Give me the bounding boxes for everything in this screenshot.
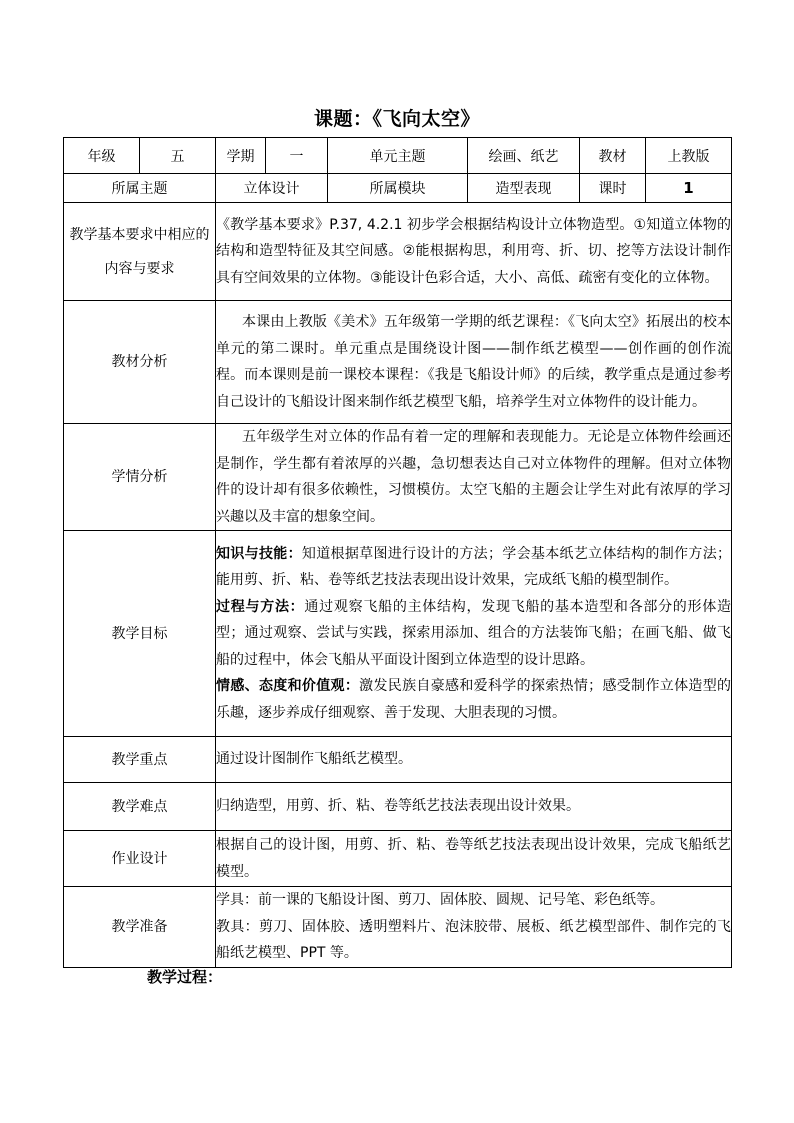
objective-process	[216, 594, 731, 674]
key-points-label: 教学重点	[64, 737, 216, 783]
theme-value: 立体设计	[216, 174, 328, 203]
preparation-student-tools: 学具：前一课的飞船设计图、剪刀、固体胶、圆规、记号笔、彩色纸等。	[216, 892, 664, 908]
key-points-text: 通过设计图制作飞船纸艺模型。	[216, 737, 732, 783]
table-row	[64, 737, 732, 783]
textbook-value: 上教版	[646, 138, 732, 174]
page-title: 课题：《飞向太空》	[313, 108, 480, 130]
hours-value: 1	[646, 174, 732, 203]
student-analysis-text: 五年级学生对立体的作品有着一定的理解和表现能力。无论是立体物件绘画还是制作，学生都有着浓厚的兴趣，急切想表达自己对立体物件的理解。但对立体物件的设计却有很多依赖性，习惯模仿。太空飞船的主题会让学生对此有浓厚的学习兴趣以及丰富的想象空间。	[216, 424, 732, 531]
lesson-plan-table	[63, 137, 732, 968]
objective-process-text: 通过观察飞船的主体结构，发现飞船的基本造型和各部分的形体造型；通过观察、尝试与实践，探索用添加、组合的方法装饰飞船；在画飞船、做飞船的过程中，体会飞船从平面设计图到立体造型的设计思路。	[216, 598, 732, 668]
textbook-analysis-label: 教材分析	[64, 301, 216, 424]
term-value: 一	[266, 138, 328, 174]
objective-emotion-text: 激发民族自豪感和爱科学的探索热情；感受制作立体造型的乐趣，逐步养成仔细观察、善于发现、大胆表现的习惯。	[216, 678, 732, 721]
objective-emotion	[216, 673, 731, 726]
student-analysis-label: 学情分析	[64, 424, 216, 531]
objective-process-title: 过程与方法：	[216, 598, 305, 615]
table-row	[64, 531, 732, 737]
grade-label: 年级	[64, 138, 140, 174]
preparation-content	[216, 887, 732, 968]
requirements-label: 教学基本要求中相应的内容与要求	[64, 203, 216, 301]
table-row	[64, 783, 732, 831]
table-row	[64, 424, 732, 531]
module-value: 造型表现	[468, 174, 580, 203]
objectives-label: 教学目标	[64, 531, 216, 737]
objective-knowledge-title: 知识与技能：	[216, 545, 302, 562]
table-row	[64, 174, 732, 203]
objective-knowledge	[216, 541, 731, 594]
difficulties-label: 教学难点	[64, 783, 216, 831]
textbook-analysis-text: 本课由上教版《美术》五年级第一学期的纸艺课程：《飞向太空》拓展出的校本单元的第二课时。单元重点是围绕设计图——制作纸艺模型——创作画的创作流程。而本课则是前一课校本课程：《我是飞船设计师》的后续，教学重点是通过参考自己设计的飞船设计图来制作纸艺模型飞船，培养学生对立体物件的设计能力。	[216, 301, 732, 424]
unit-value: 绘画、纸艺	[468, 138, 580, 174]
table-row	[64, 887, 732, 968]
homework-label: 作业设计	[64, 831, 216, 887]
process-heading: 教学过程：	[147, 968, 223, 986]
preparation-label: 教学准备	[64, 887, 216, 968]
textbook-label: 教材	[580, 138, 646, 174]
preparation-teacher-tools: 教具：剪刀、固体胶、透明塑料片、泡沫胶带、展板、纸艺模型部件、制作完的飞船纸艺模型、PPT 等。	[216, 918, 731, 961]
difficulties-text: 归纳造型，用剪、折、粘、卷等纸艺技法表现出设计效果。	[216, 783, 732, 831]
unit-label: 单元主题	[328, 138, 468, 174]
objective-emotion-title: 情感、态度和价值观：	[216, 678, 360, 695]
term-label: 学期	[216, 138, 266, 174]
module-label: 所属模块	[328, 174, 468, 203]
grade-value: 五	[140, 138, 216, 174]
objectives-content	[216, 531, 732, 737]
requirements-text: 《教学基本要求》P.37, 4.2.1 初步学会根据结构设计立体物造型。①知道立体物的结构和造型特征及其空间感。②能根据构思，利用弯、折、切、挖等方法设计制作具有空间效果的立体物。③能设计色彩合适，大小、高低、疏密有变化的立体物。	[216, 203, 732, 301]
objective-knowledge-text: 知道根据草图进行设计的方法；学会基本纸艺立体结构的制作方法；能用剪、折、粘、卷等纸艺技法表现出设计效果，完成纸飞船的模型制作。	[216, 545, 732, 589]
table-row	[64, 301, 732, 424]
table-row	[64, 138, 732, 174]
table-row	[64, 831, 732, 887]
table-row	[64, 203, 732, 301]
homework-text: 根据自己的设计图，用剪、折、粘、卷等纸艺技法表现出设计效果，完成飞船纸艺模型。	[216, 831, 732, 887]
hours-label: 课时	[580, 174, 646, 203]
theme-label: 所属主题	[64, 174, 216, 203]
